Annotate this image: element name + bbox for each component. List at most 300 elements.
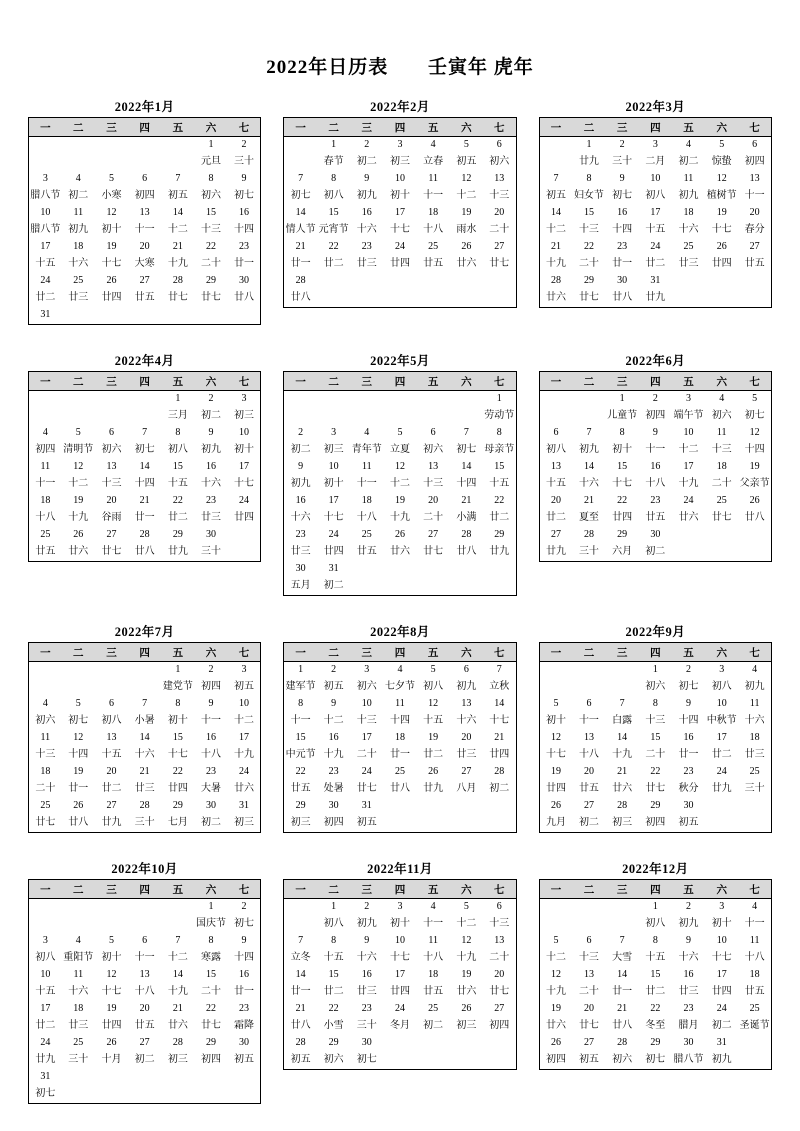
day-cell[interactable]: 19 [461,969,472,981]
day-cell[interactable]: 2 [686,664,691,676]
lunar-cell[interactable]: 初八 [101,715,122,727]
lunar-cell[interactable]: 妇女节 [573,190,604,202]
lunar-cell[interactable]: 十八 [744,952,765,964]
lunar-cell[interactable]: 十九 [456,952,477,964]
day-cell[interactable]: 27 [583,800,594,812]
lunar-cell[interactable]: 十四 [389,715,410,727]
day-cell[interactable]: 18 [428,207,439,219]
day-cell[interactable]: 12 [428,698,439,710]
lunar-cell[interactable]: 七夕节 [384,681,415,693]
lunar-cell[interactable]: 青年节 [351,444,382,456]
lunar-cell[interactable]: 廿三 [678,258,699,270]
lunar-cell[interactable]: 中秋节 [706,715,737,727]
day-cell[interactable]: 27 [139,275,150,287]
day-cell[interactable]: 30 [206,800,217,812]
day-cell[interactable]: 6 [586,935,592,947]
lunar-cell[interactable]: 廿四 [323,546,344,558]
lunar-cell[interactable]: 廿二 [423,749,444,761]
day-cell[interactable]: 5 [75,698,81,710]
lunar-cell[interactable]: 初二 [134,1054,155,1066]
day-cell[interactable]: 29 [494,529,505,541]
lunar-cell[interactable]: 初八 [645,190,666,202]
lunar-cell[interactable]: 初九 [678,918,699,930]
day-cell[interactable]: 23 [683,1003,694,1015]
lunar-cell[interactable]: 十八 [35,512,56,524]
day-cell[interactable]: 2 [652,393,658,405]
day-cell[interactable]: 29 [650,1037,661,1049]
day-cell[interactable]: 19 [106,1003,117,1015]
lunar-cell[interactable]: 初九 [578,444,599,456]
day-cell[interactable]: 14 [583,461,594,473]
lunar-cell[interactable]: 十六 [678,952,699,964]
day-cell[interactable]: 20 [583,1003,594,1015]
day-cell[interactable]: 15 [328,969,339,981]
lunar-cell[interactable]: 初四 [323,817,344,829]
lunar-cell[interactable]: 初七 [744,410,765,422]
day-cell[interactable]: 20 [106,495,117,507]
day-cell[interactable]: 12 [461,935,472,947]
lunar-cell[interactable]: 十七 [233,478,254,490]
lunar-cell[interactable]: 立春 [423,156,444,168]
day-cell[interactable]: 13 [494,173,505,185]
lunar-cell[interactable]: 重阳节 [63,952,94,964]
day-cell[interactable]: 17 [394,969,405,981]
lunar-cell[interactable]: 初三 [323,444,344,456]
lunar-cell[interactable]: 建党节 [162,681,193,693]
day-cell[interactable]: 19 [551,766,561,778]
day-cell[interactable]: 7 [496,664,502,676]
day-cell[interactable]: 27 [494,241,505,253]
day-cell[interactable]: 24 [40,1037,51,1049]
lunar-cell[interactable]: 春节 [323,156,344,168]
lunar-cell[interactable]: 十一 [744,190,765,202]
day-cell[interactable]: 5 [430,664,436,676]
lunar-cell[interactable]: 十一 [134,952,155,964]
lunar-cell[interactable]: 十六 [68,986,89,998]
lunar-cell[interactable]: 廿七 [645,783,666,795]
lunar-cell[interactable]: 冬月 [389,1020,410,1032]
day-cell[interactable]: 23 [238,1003,249,1015]
day-cell[interactable]: 16 [361,969,372,981]
day-cell[interactable]: 26 [106,1037,117,1049]
lunar-cell[interactable]: 初九 [678,190,699,202]
day-cell[interactable]: 25 [73,275,84,287]
lunar-cell[interactable]: 十一 [35,478,56,490]
day-cell[interactable]: 9 [619,173,625,185]
lunar-cell[interactable]: 十一 [290,715,311,727]
lunar-cell[interactable]: 廿二 [711,749,732,761]
lunar-cell[interactable]: 初四 [744,156,765,168]
day-cell[interactable]: 10 [40,969,51,981]
day-cell[interactable]: 14 [295,207,306,219]
day-cell[interactable]: 14 [139,461,150,473]
lunar-cell[interactable]: 初四 [645,410,666,422]
day-cell[interactable]: 1 [208,139,214,151]
lunar-cell[interactable]: 廿二 [489,512,510,524]
lunar-cell[interactable]: 廿三 [456,749,477,761]
lunar-cell[interactable]: 十七 [101,986,122,998]
lunar-cell[interactable]: 六月 [612,546,633,558]
day-cell[interactable]: 24 [716,766,727,778]
lunar-cell[interactable]: 廿八 [456,546,477,558]
lunar-cell[interactable]: 初三 [233,817,254,829]
lunar-cell[interactable]: 廿四 [546,783,566,795]
lunar-cell[interactable]: 廿六 [167,1020,188,1032]
day-cell[interactable]: 25 [394,766,405,778]
lunar-cell[interactable]: 初六 [423,444,444,456]
day-cell[interactable]: 11 [716,427,727,439]
day-cell[interactable]: 1 [175,664,181,676]
day-cell[interactable]: 18 [749,732,760,744]
lunar-cell[interactable]: 初六 [323,1054,344,1066]
day-cell[interactable]: 2 [241,139,247,151]
lunar-cell[interactable]: 十二 [546,952,566,964]
lunar-cell[interactable]: 十七 [489,715,510,727]
lunar-cell[interactable]: 二十 [35,783,56,795]
lunar-cell[interactable]: 廿二 [546,512,566,524]
day-cell[interactable]: 22 [494,495,505,507]
lunar-cell[interactable]: 廿二 [101,783,122,795]
day-cell[interactable]: 30 [361,1037,372,1049]
day-cell[interactable]: 11 [73,207,84,219]
lunar-cell[interactable]: 十九 [389,512,410,524]
lunar-cell[interactable]: 廿五 [423,258,444,270]
day-cell[interactable]: 5 [397,427,403,439]
lunar-cell[interactable]: 十六 [678,224,699,236]
lunar-cell[interactable]: 十九 [612,749,633,761]
day-cell[interactable]: 5 [553,935,559,947]
day-cell[interactable]: 8 [331,935,337,947]
lunar-cell[interactable]: 十五 [35,986,56,998]
lunar-cell[interactable]: 初七 [456,444,477,456]
day-cell[interactable]: 28 [494,766,505,778]
day-cell[interactable]: 7 [142,427,148,439]
day-cell[interactable]: 10 [394,935,405,947]
lunar-cell[interactable]: 十七 [711,224,732,236]
lunar-cell[interactable]: 廿六 [456,986,477,998]
lunar-cell[interactable]: 十八 [423,952,444,964]
day-cell[interactable]: 7 [298,173,304,185]
lunar-cell[interactable]: 十五 [423,715,444,727]
lunar-cell[interactable]: 二十 [201,986,222,998]
day-cell[interactable]: 22 [172,766,183,778]
lunar-cell[interactable]: 初三 [233,410,254,422]
lunar-cell[interactable]: 初二 [201,410,222,422]
day-cell[interactable]: 12 [73,461,84,473]
day-cell[interactable]: 7 [175,173,181,185]
day-cell[interactable]: 17 [716,732,727,744]
lunar-cell[interactable]: 大雪 [612,952,633,964]
day-cell[interactable]: 11 [683,173,694,185]
day-cell[interactable]: 5 [75,427,81,439]
day-cell[interactable]: 8 [208,173,214,185]
day-cell[interactable]: 9 [364,935,370,947]
lunar-cell[interactable]: 初五 [233,1054,254,1066]
day-cell[interactable]: 4 [686,139,691,151]
day-cell[interactable]: 19 [73,766,84,778]
day-cell[interactable]: 31 [716,1037,727,1049]
lunar-cell[interactable]: 十四 [68,749,89,761]
lunar-cell[interactable]: 廿二 [645,258,666,270]
day-cell[interactable]: 18 [716,461,727,473]
lunar-cell[interactable]: 初六 [101,444,122,456]
lunar-cell[interactable]: 二十 [423,512,444,524]
lunar-cell[interactable]: 小满 [456,512,477,524]
day-cell[interactable]: 31 [238,800,249,812]
lunar-cell[interactable]: 廿四 [711,258,732,270]
lunar-cell[interactable]: 初九 [356,918,377,930]
lunar-cell[interactable]: 初七 [645,1054,666,1066]
lunar-cell[interactable]: 廿一 [612,258,633,270]
lunar-cell[interactable]: 廿九 [423,783,444,795]
day-cell[interactable]: 25 [73,1037,84,1049]
day-cell[interactable]: 25 [40,800,51,812]
day-cell[interactable]: 3 [42,173,48,185]
day-cell[interactable]: 16 [650,461,661,473]
lunar-cell[interactable]: 廿七 [356,783,377,795]
lunar-cell[interactable]: 十一 [423,190,444,202]
day-cell[interactable]: 6 [553,427,559,439]
day-cell[interactable]: 21 [617,1003,628,1015]
lunar-cell[interactable]: 十八 [201,749,222,761]
day-cell[interactable]: 26 [73,800,84,812]
day-cell[interactable]: 27 [551,529,561,541]
lunar-cell[interactable]: 十一 [201,715,222,727]
lunar-cell[interactable]: 儿童节 [607,410,638,422]
day-cell[interactable]: 25 [40,529,51,541]
lunar-cell[interactable]: 小寒 [101,190,122,202]
lunar-cell[interactable]: 十六 [356,224,377,236]
lunar-cell[interactable]: 初六 [612,1054,633,1066]
day-cell[interactable]: 20 [494,207,505,219]
day-cell[interactable]: 23 [206,766,217,778]
lunar-cell[interactable]: 十五 [645,952,666,964]
day-cell[interactable]: 18 [428,969,439,981]
lunar-cell[interactable]: 廿八 [134,546,155,558]
day-cell[interactable]: 28 [551,275,561,287]
day-cell[interactable]: 30 [650,529,661,541]
lunar-cell[interactable]: 初二 [323,580,344,592]
day-cell[interactable]: 3 [397,901,403,913]
day-cell[interactable]: 6 [142,173,148,185]
day-cell[interactable]: 11 [73,969,84,981]
day-cell[interactable]: 25 [428,1003,439,1015]
lunar-cell[interactable]: 廿八 [612,1020,633,1032]
lunar-cell[interactable]: 十二 [167,952,188,964]
day-cell[interactable]: 31 [328,563,339,575]
lunar-cell[interactable]: 二月 [645,156,666,168]
day-cell[interactable]: 28 [617,800,628,812]
lunar-cell[interactable]: 十六 [134,749,155,761]
day-cell[interactable]: 30 [238,1037,249,1049]
day-cell[interactable]: 11 [361,461,372,473]
day-cell[interactable]: 24 [394,1003,405,1015]
day-cell[interactable]: 17 [394,207,405,219]
lunar-cell[interactable]: 二十 [578,258,599,270]
lunar-cell[interactable]: 母亲节 [484,444,515,456]
lunar-cell[interactable]: 十七 [101,258,122,270]
day-cell[interactable]: 16 [295,495,306,507]
lunar-cell[interactable]: 廿七 [423,546,444,558]
lunar-cell[interactable]: 十四 [233,224,254,236]
day-cell[interactable]: 17 [40,241,51,253]
lunar-cell[interactable]: 廿一 [233,258,254,270]
lunar-cell[interactable]: 廿九 [578,156,599,168]
day-cell[interactable]: 29 [617,529,628,541]
day-cell[interactable]: 28 [461,529,472,541]
day-cell[interactable]: 23 [328,766,339,778]
lunar-cell[interactable]: 廿五 [134,1020,155,1032]
lunar-cell[interactable]: 三十 [233,156,254,168]
lunar-cell[interactable]: 十六 [68,258,89,270]
lunar-cell[interactable]: 廿四 [711,986,732,998]
day-cell[interactable]: 20 [461,732,472,744]
lunar-cell[interactable]: 初十 [546,715,566,727]
lunar-cell[interactable]: 七月 [167,817,188,829]
day-cell[interactable]: 19 [749,461,760,473]
lunar-cell[interactable]: 廿二 [167,512,188,524]
day-cell[interactable]: 7 [298,935,304,947]
lunar-cell[interactable]: 十二 [456,190,477,202]
lunar-cell[interactable]: 三十 [68,1054,89,1066]
lunar-cell[interactable]: 初七 [233,190,254,202]
day-cell[interactable]: 1 [175,393,181,405]
day-cell[interactable]: 16 [328,732,339,744]
lunar-cell[interactable]: 春分 [744,224,765,236]
lunar-cell[interactable]: 十五 [645,224,666,236]
lunar-cell[interactable]: 廿三 [678,986,699,998]
lunar-cell[interactable]: 二十 [489,952,510,964]
lunar-cell[interactable]: 情人节 [285,224,316,236]
lunar-cell[interactable]: 初六 [201,190,222,202]
day-cell[interactable]: 30 [683,800,694,812]
day-cell[interactable]: 20 [494,969,505,981]
lunar-cell[interactable]: 廿二 [35,292,56,304]
lunar-cell[interactable]: 清明节 [63,444,94,456]
day-cell[interactable]: 16 [206,732,217,744]
lunar-cell[interactable]: 初七 [35,1088,56,1100]
day-cell[interactable]: 20 [106,766,117,778]
lunar-cell[interactable]: 廿七 [35,817,56,829]
lunar-cell[interactable]: 十三 [578,224,599,236]
day-cell[interactable]: 17 [683,461,694,473]
day-cell[interactable]: 25 [716,495,727,507]
day-cell[interactable]: 19 [461,207,472,219]
day-cell[interactable]: 20 [583,766,594,778]
day-cell[interactable]: 13 [428,461,439,473]
lunar-cell[interactable]: 十九 [233,749,254,761]
day-cell[interactable]: 23 [361,1003,372,1015]
day-cell[interactable]: 22 [328,241,339,253]
day-cell[interactable]: 21 [494,732,505,744]
lunar-cell[interactable]: 初八 [323,918,344,930]
day-cell[interactable]: 30 [683,1037,694,1049]
day-cell[interactable]: 23 [295,529,306,541]
day-cell[interactable]: 18 [40,766,51,778]
lunar-cell[interactable]: 初八 [546,444,566,456]
day-cell[interactable]: 1 [496,393,502,405]
lunar-cell[interactable]: 十九 [167,258,188,270]
day-cell[interactable]: 14 [295,969,306,981]
lunar-cell[interactable]: 腊八节 [30,190,61,202]
day-cell[interactable]: 24 [328,529,339,541]
day-cell[interactable]: 9 [686,698,691,710]
lunar-cell[interactable]: 冬至 [645,1020,666,1032]
lunar-cell[interactable]: 廿一 [290,258,311,270]
lunar-cell[interactable]: 十八 [356,512,377,524]
lunar-cell[interactable]: 初四 [489,1020,510,1032]
lunar-cell[interactable]: 初八 [35,952,56,964]
day-cell[interactable]: 27 [106,800,117,812]
day-cell[interactable]: 23 [650,495,661,507]
day-cell[interactable]: 11 [40,732,51,744]
day-cell[interactable]: 19 [716,207,727,219]
day-cell[interactable]: 12 [716,173,727,185]
lunar-cell[interactable]: 廿六 [546,292,566,304]
lunar-cell[interactable]: 十三 [578,952,599,964]
day-cell[interactable]: 16 [206,461,217,473]
day-cell[interactable]: 30 [206,529,217,541]
lunar-cell[interactable]: 廿四 [167,783,188,795]
day-cell[interactable]: 1 [619,393,625,405]
day-cell[interactable]: 24 [683,495,694,507]
lunar-cell[interactable]: 十三 [489,918,510,930]
day-cell[interactable]: 15 [172,461,183,473]
day-cell[interactable]: 8 [586,173,592,185]
day-cell[interactable]: 17 [238,732,249,744]
lunar-cell[interactable]: 初五 [167,190,188,202]
day-cell[interactable]: 22 [650,1003,661,1015]
lunar-cell[interactable]: 小暑 [134,715,155,727]
day-cell[interactable]: 29 [172,800,183,812]
lunar-cell[interactable]: 十四 [744,444,765,456]
day-cell[interactable]: 18 [361,495,372,507]
day-cell[interactable]: 27 [461,766,472,778]
lunar-cell[interactable]: 十九 [546,258,566,270]
day-cell[interactable]: 24 [238,766,249,778]
day-cell[interactable]: 4 [42,698,48,710]
day-cell[interactable]: 8 [652,935,658,947]
lunar-cell[interactable]: 初十 [711,918,732,930]
day-cell[interactable]: 13 [139,969,150,981]
lunar-cell[interactable]: 二十 [201,258,222,270]
lunar-cell[interactable]: 十二 [233,715,254,727]
lunar-cell[interactable]: 建军节 [285,681,316,693]
day-cell[interactable]: 13 [583,969,594,981]
day-cell[interactable]: 30 [238,275,249,287]
lunar-cell[interactable]: 腊八节 [30,224,61,236]
lunar-cell[interactable]: 三月 [167,410,188,422]
day-cell[interactable]: 17 [238,461,249,473]
day-cell[interactable]: 27 [139,1037,150,1049]
day-cell[interactable]: 6 [752,139,758,151]
lunar-cell[interactable]: 初十 [167,715,188,727]
lunar-cell[interactable]: 初六 [711,410,732,422]
lunar-cell[interactable]: 初八 [167,444,188,456]
lunar-cell[interactable]: 大暑 [201,783,222,795]
day-cell[interactable]: 29 [328,1037,339,1049]
day-cell[interactable]: 16 [683,969,694,981]
day-cell[interactable]: 1 [331,901,337,913]
day-cell[interactable]: 3 [719,901,725,913]
day-cell[interactable]: 25 [361,529,372,541]
day-cell[interactable]: 2 [208,393,214,405]
day-cell[interactable]: 19 [551,1003,561,1015]
day-cell[interactable]: 10 [394,173,405,185]
day-cell[interactable]: 13 [749,173,760,185]
day-cell[interactable]: 17 [716,969,727,981]
lunar-cell[interactable]: 十九 [323,749,344,761]
